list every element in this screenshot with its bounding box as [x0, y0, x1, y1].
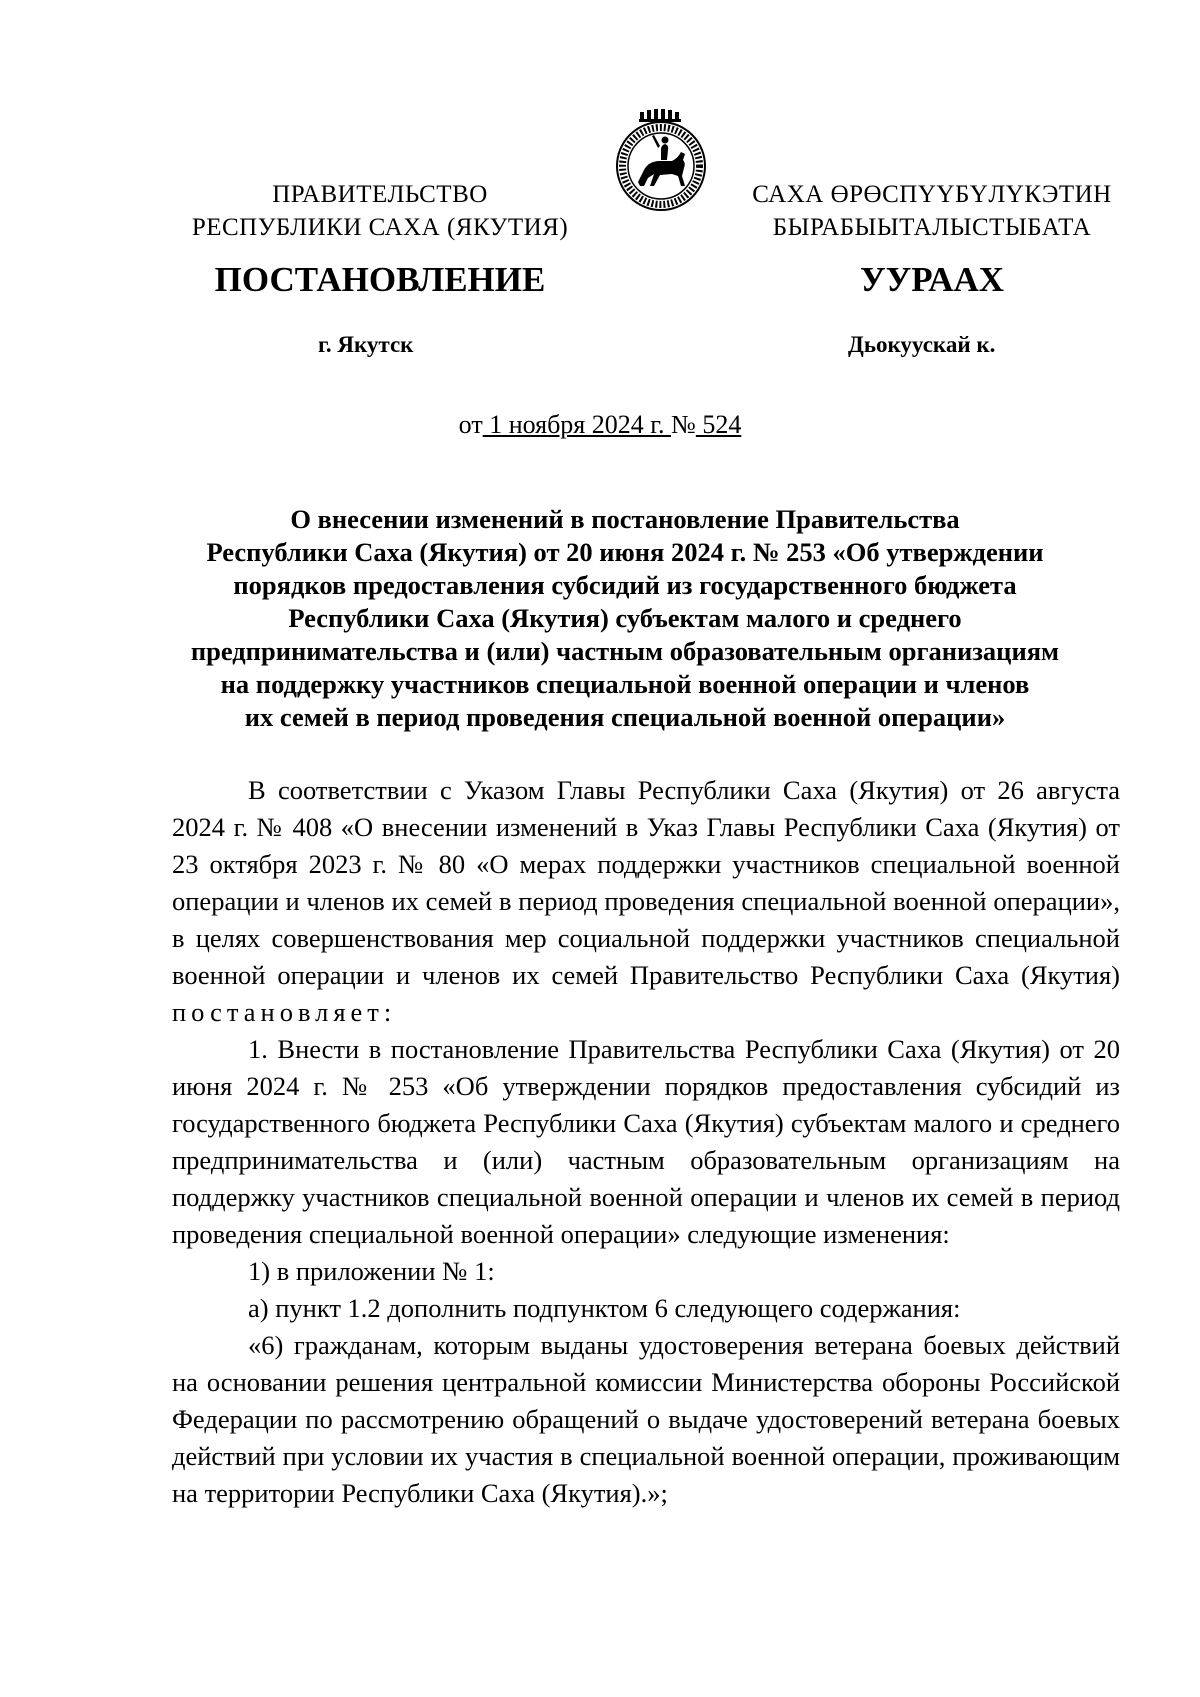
org-name-sa-line-1: САХА ӨРӨСПYYБYЛYКЭТИН: [752, 181, 1112, 208]
date-line: [0, 408, 1200, 442]
title-line: О внесении изменений в постановление Правительства: [290, 504, 960, 534]
title-line: Республики Саха (Якутия) субъектам малого и среднего: [288, 603, 962, 633]
number-sign: №: [671, 410, 696, 439]
quoted-subpoint-6-paragraph: «6) гражданам, которым выданы удостоверения ветерана боевых действий на основании решения центральной комиссии Министерства обороны Российской Федерации по рассмотрению обращений о выдаче удостоверений ветерана боевых действий при условии их участия в специальной военной операции, проживающим на территории Республики Саха (Якутия).»;: [172, 1330, 1120, 1508]
date-prefix: от: [458, 410, 483, 439]
org-name-ru-line-1: ПРАВИТЕЛЬСТВО: [272, 181, 488, 208]
title-line: порядков предоставления субсидий из государственного бюджета: [233, 570, 1017, 600]
decree-word: постановляет: [172, 997, 384, 1027]
item-1-paragraph: 1. Внести в постановление Правительства Республики Саха (Якутия) от 20 июня 2024 г. № 253 «Об утверждении порядков предоставления субсидий из государственного бюджета Республики Саха (Якутия) субъектам малого и среднего предпринимательства и (или) частным образовательным организациям на поддержку участников специальной военной операции и членов их семей в период проведения специальной военной операции» следующие изменения:: [172, 1034, 1120, 1249]
doc-type-sa: УУРААХ: [859, 260, 1005, 299]
document-body: [172, 772, 1120, 1512]
title-line: их семей в период проведения специальной военной операции»: [244, 702, 1006, 732]
decree-number: 524: [695, 410, 742, 439]
document-title: [150, 503, 1100, 734]
doc-type-ru: ПОСТАНОВЛЕНИЕ: [214, 260, 546, 299]
org-name-ru: [170, 178, 590, 244]
title-line: на поддержку участников специальной военной операции и членов: [220, 669, 1030, 699]
subitem-a-paragraph: а) пункт 1.2 дополнить подпунктом 6 следующего содержания:: [248, 1293, 961, 1323]
coat-of-arms-icon: [606, 108, 716, 218]
date-value: 1 ноября 2024 г.: [482, 410, 671, 439]
org-name-ru-line-2: РЕСПУБЛИКИ САХА (ЯКУТИЯ): [191, 214, 569, 241]
preamble-paragraph: [172, 772, 1120, 1031]
decree-colon: :: [383, 997, 392, 1027]
city-sa: Дьокуускай к.: [848, 332, 996, 357]
org-name-sa-line-2: БЫРАБЫЫТАЛЫСТЫБАТА: [772, 214, 1092, 241]
subitem-1-paragraph: 1) в приложении № 1:: [248, 1256, 495, 1286]
org-name-sa: [742, 178, 1122, 244]
preamble-text: В соответствии с Указом Главы Республики Саха (Якутия) от 26 августа 2024 г. № 408 «О внесении изменений в Указ Главы Республики Саха (Якутия) от 23 октября 2023 г. № 80 «О мерах поддержки участников специальной военной операции и членов их семей в период проведения специальной военной операции», в целях совершенствования мер социальной поддержки участников специальной военной операции и членов их семей Правительство Республики Саха (Якутия): [172, 775, 1120, 990]
title-line: Республики Саха (Якутия) от 20 июня 2024 г. № 253 «Об утверждении: [206, 537, 1044, 567]
city-ru: г. Якутск: [318, 332, 414, 357]
title-line: предпринимательства и (или) частным образовательным организациям: [190, 636, 1060, 666]
